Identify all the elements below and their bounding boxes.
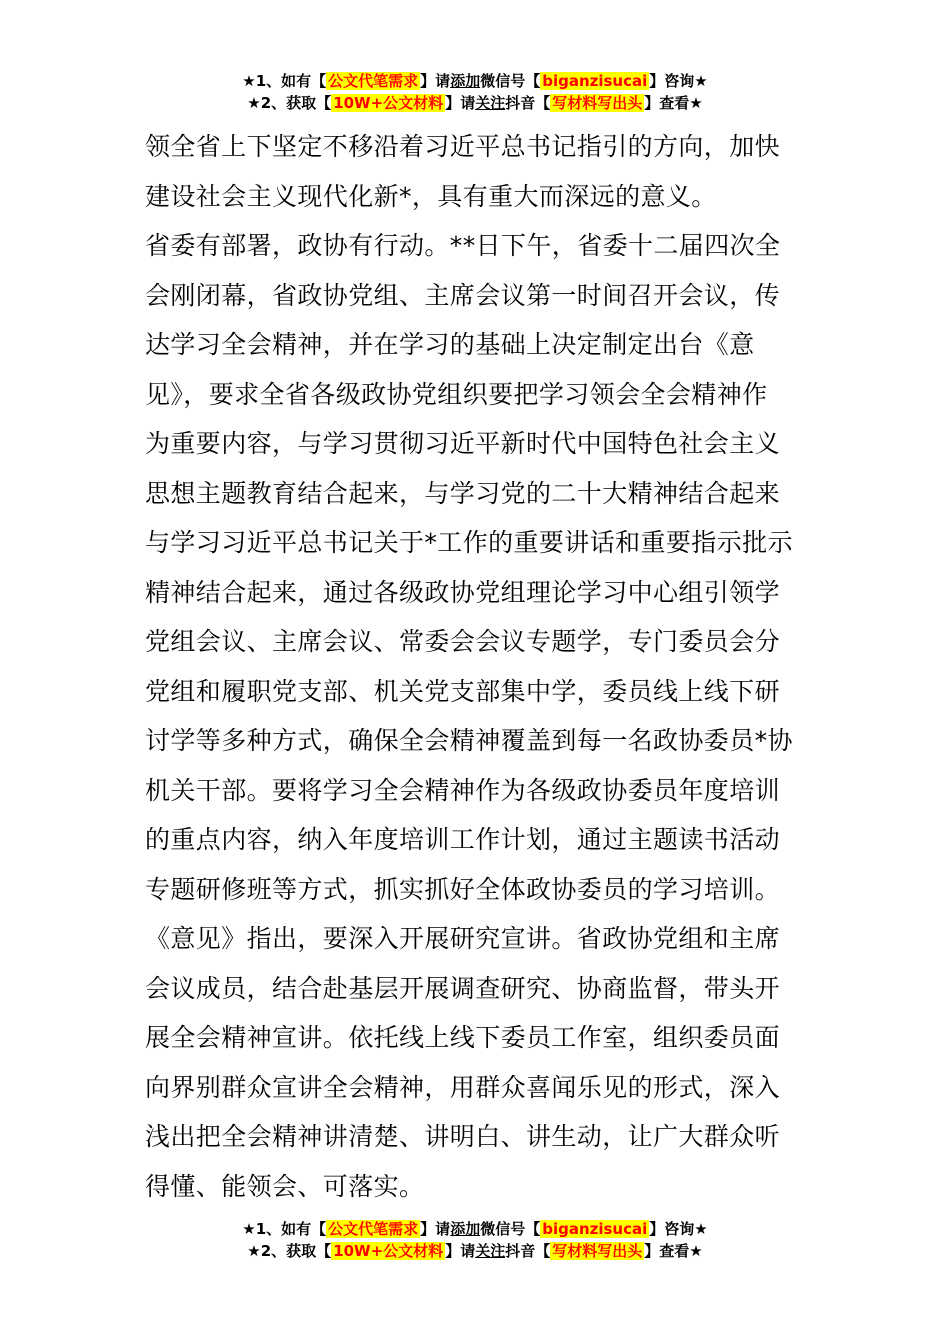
highlight-materials: 10W+公文材料: [333, 1242, 444, 1260]
text-line: 会刚闭幕，省政协党组、主席会议第一时间召开会议，传: [145, 280, 781, 310]
text-line: 党组会议、主席会议、常委会会议专题学，专门委员会分: [145, 627, 781, 656]
banner-text: 抖音【: [505, 94, 551, 112]
banner-text: ★1、如有【: [242, 72, 327, 90]
highlight-douyin-account: 写材料写出头: [552, 1242, 643, 1260]
footer-banner: [0, 1218, 950, 1262]
text-line: 与学习习近平总书记关于*工作的重要讲话和重要指示批示: [145, 528, 793, 557]
banner-text: 】咨询★: [649, 72, 708, 90]
text-line: 展全会精神宣讲。依托线上线下委员工作室，组织委员面: [145, 1023, 781, 1052]
banner-underlined-text: 添加: [450, 1220, 481, 1238]
text-line: 会议成员，结合赴基层开展调查研究、协商监督，带头开: [145, 973, 781, 1003]
highlight-materials: 10W+公文材料: [333, 94, 444, 112]
banner-text: ★2、获取【: [247, 1242, 332, 1260]
banner-underlined-text: 关注: [475, 94, 506, 112]
text-line: 讨学等多种方式，确保全会精神覆盖到每一名政协委员*协: [145, 726, 793, 755]
banner-text: 】咨询★: [649, 1220, 708, 1238]
text-line: 专题研修班等方式，抓实抓好全体政协委员的学习培训。: [145, 874, 781, 904]
highlight-service: 公文代笔需求: [328, 72, 419, 90]
banner-text: 】请: [445, 94, 476, 112]
text-line: 精神结合起来，通过各级政协党组理论学习中心组引领学: [145, 577, 781, 607]
text-line: 党组和履职党支部、机关党支部集中学，委员线上线下研: [145, 676, 781, 706]
header-banner: [0, 70, 950, 114]
text-line: 领全省上下坚定不移沿着习近平总书记指引的方向，加快: [145, 132, 781, 161]
text-line: 建设社会主义现代化新*，具有重大而深远的意义。: [145, 181, 717, 211]
banner-line-1: [0, 1218, 950, 1240]
banner-text: 】请: [420, 72, 451, 90]
banner-text: ★2、获取【: [247, 94, 332, 112]
highlight-wechat-id: biganzisucai: [542, 72, 648, 90]
text-line: 省委有部署，政协有行动。**日下午，省委十二届四次全: [145, 231, 781, 260]
text-line: 思想主题教育结合起来，与学习党的二十大精神结合起来: [145, 478, 781, 508]
banner-text: 】请: [445, 1242, 476, 1260]
highlight-douyin-account: 写材料写出头: [552, 94, 643, 112]
text-line: 的重点内容，纳入年度培训工作计划，通过主题读书活动: [145, 825, 781, 854]
text-line: 得懂、能领会、可落实。: [145, 1171, 425, 1201]
banner-text: 抖音【: [505, 1242, 551, 1260]
banner-underlined-text: 关注: [475, 1242, 506, 1260]
text-line: 浅出把全会精神讲清楚、讲明白、讲生动，让广大群众听: [145, 1122, 781, 1151]
text-line: 机关干部。要将学习全会精神作为各级政协委员年度培训: [145, 775, 781, 805]
banner-line-2: [0, 1240, 950, 1262]
highlight-wechat-id: biganzisucai: [542, 1220, 648, 1238]
highlight-service: 公文代笔需求: [328, 1220, 419, 1238]
text-line: 达学习全会精神，并在学习的基础上决定制定出台《意: [145, 330, 755, 359]
text-line: 向界别群众宣讲全会精神，用群众喜闻乐见的形式，深入: [145, 1072, 781, 1102]
banner-text: 】请: [420, 1220, 451, 1238]
text-line: 为重要内容，与学习贯彻习近平新时代中国特色社会主义: [145, 429, 781, 458]
banner-line-1: [0, 70, 950, 92]
banner-text: 微信号【: [480, 1220, 541, 1238]
banner-text: 】查看★: [644, 1242, 703, 1260]
banner-text: 微信号【: [480, 72, 541, 90]
text-line: 《意见》指出，要深入开展研究宣讲。省政协党组和主席: [145, 924, 781, 953]
banner-text: ★1、如有【: [242, 1220, 327, 1238]
text-line: 见》，要求全省各级政协党组织要把学习领会全会精神作: [145, 379, 768, 409]
banner-text: 】查看★: [644, 94, 703, 112]
document-body: [145, 122, 810, 1211]
banner-line-2: [0, 92, 950, 114]
banner-underlined-text: 添加: [450, 72, 481, 90]
